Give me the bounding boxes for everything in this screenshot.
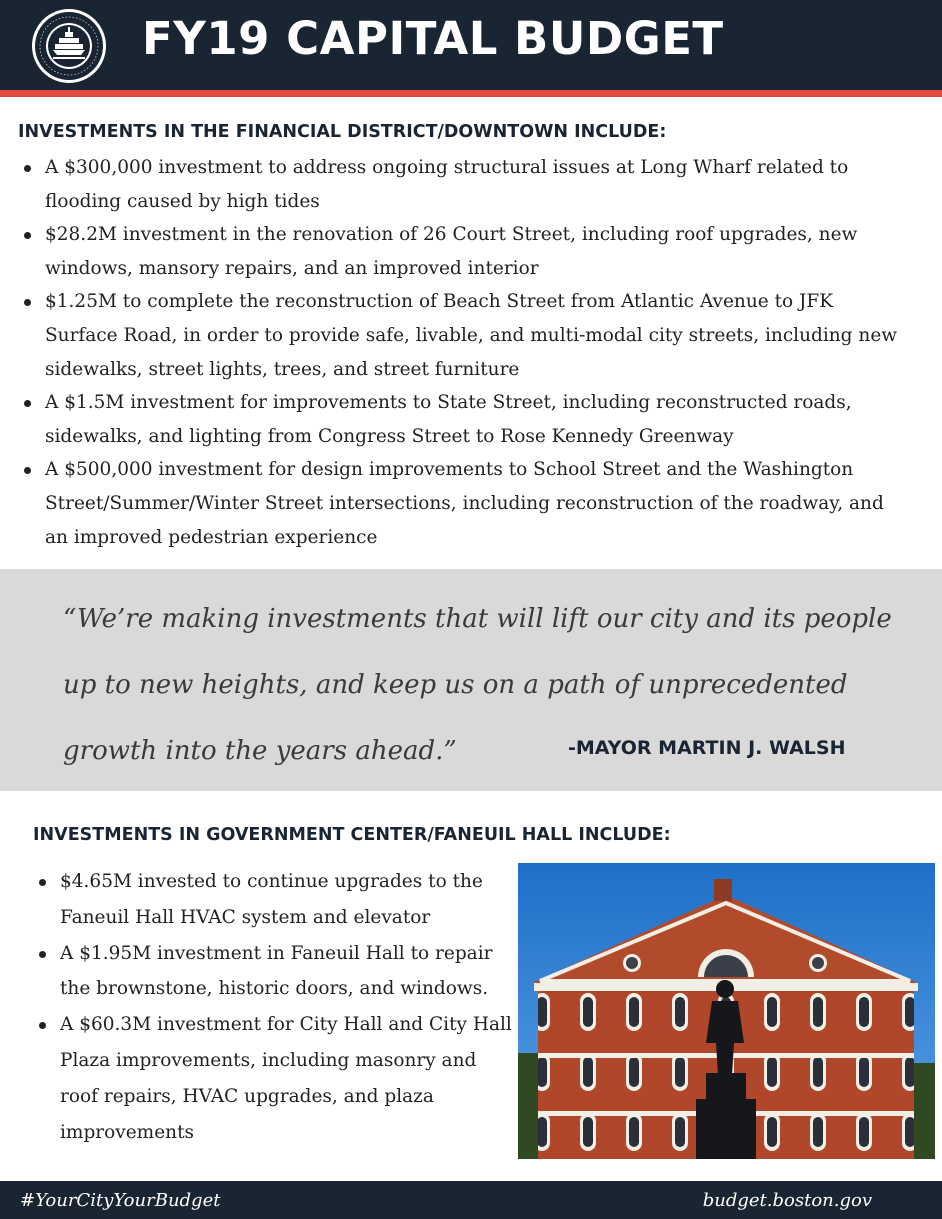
header-bar [0,0,942,90]
page-title: FY19 CAPITAL BUDGET [142,12,724,65]
list-item: A $1.95M investment in Faneuil Hall to repair the brownstone, historic doors, and windows. [33,936,513,1008]
header-accent-rule [0,90,942,97]
list-item: A $60.3M investment for City Hall and City Hall Plaza improvements, including masonry and roof repairs, HVAC upgrades, and plaza improvements [33,1007,513,1150]
quote-attribution: -MAYOR MARTIN J. WALSH [568,737,846,759]
footer-bar [0,1181,942,1219]
government-center-investment-list [33,864,513,1150]
list-item: $4.65M invested to continue upgrades to the Faneuil Hall HVAC system and elevator [33,864,513,936]
list-item: $1.25M to complete the reconstruction of Beach Street from Atlantic Avenue to JFK Surface Road, in order to provide safe, livable, and multi-modal city streets, including new sidewalks, street lights, trees, and street furniture [18,285,898,386]
list-item: A $1.5M investment for improvements to State Street, including reconstructed roads, sidewalks, and lighting from Congress Street to Rose Kennedy Greenway [18,386,898,453]
section-heading-government-center: INVESTMENTS IN GOVERNMENT CENTER/FANEUIL HALL INCLUDE: [33,825,671,845]
faneuil-hall-photo-icon [518,863,935,1159]
section-heading-downtown: INVESTMENTS IN THE FINANCIAL DISTRICT/DOWNTOWN INCLUDE: [18,122,667,142]
list-item: A $500,000 investment for design improvements to School Street and the Washington Street/Summer/Winter Street intersections, including reconstruction of the roadway, and an improved pedestrian experience [18,453,898,554]
footer-website-link[interactable]: budget.boston.gov [702,1190,872,1211]
footer-hashtag: #YourCityYourBudget [20,1190,221,1211]
list-item: $28.2M investment in the renovation of 26 Court Street, including roof upgrades, new windows, mansory repairs, and an improved interior [18,218,898,285]
downtown-investment-list [18,151,898,554]
city-seal-icon [31,8,107,84]
mayor-quote: “We’re making investments that will lift our city and its people up to new heights, and keep us on a path of unprecedented growth into the years ahead.” [63,604,892,766]
list-item: A $300,000 investment to address ongoing structural issues at Long Wharf related to flooding caused by high tides [18,151,898,218]
